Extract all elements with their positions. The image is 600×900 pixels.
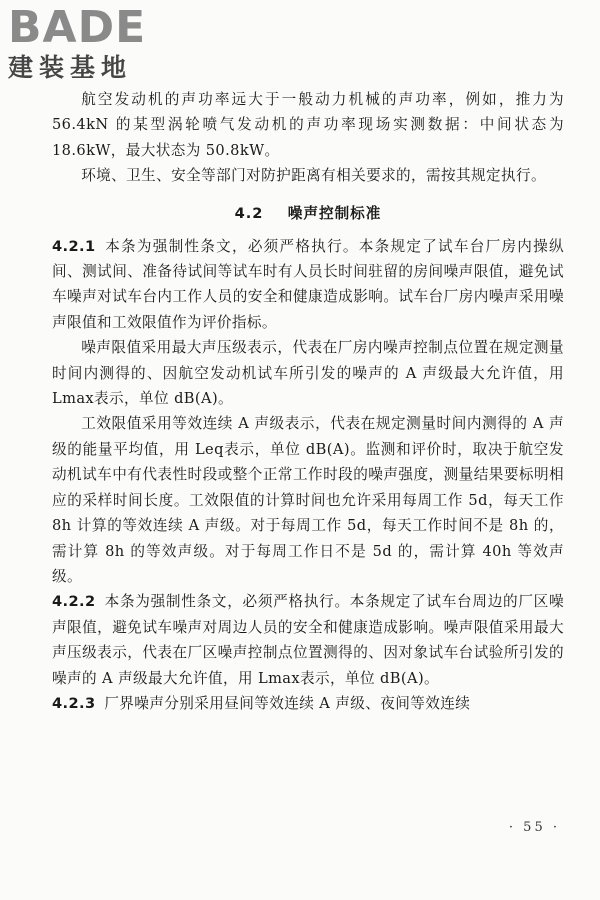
- clause-4-2-1: [52, 234, 564, 336]
- clause-number: 4.2.3: [52, 694, 96, 712]
- clause-4-2-3: [52, 691, 564, 716]
- document-body: [52, 87, 564, 716]
- paragraph-efficiency-limit: 工效限值采用等效连续 A 声级表示，代表在规定测量时间内测得的 A 声级的能量平均值，用 Leq表示，单位 dB(A)。监测和评价时，取决于航空发动机试车中有代表性时段或整个正常工作时段的噪声强度，测量结果要标明相应的采样时间长度。工效限值的计算时间也允许采用每周工作 5d，每天工作 8h 计算的等效连续 A 声级。对于每周工作 5d，每天工作时间不是 8h 的，需计算 8h 的等效声级。对于每周工作日不是 5d 的，需计算 40h 等效声级。: [52, 415, 564, 585]
- section-heading: [52, 201, 564, 226]
- clause-text: 厂界噪声分别采用昼间等效连续 A 声级、夜间等效连续: [104, 694, 471, 712]
- paragraph-noise-limit: 噪声限值采用最大声压级表示，代表在厂房内噪声控制点位置在规定测量时间内测得的、因航空发动机试车所引发的噪声的 A 声级最大允许值，用 Lmax表示，单位 dB(A)。: [52, 339, 564, 408]
- clause-4-2-2: [52, 589, 564, 691]
- paragraph-sound-power: 航空发动机的声功率远大于一般动力机械的声功率，例如，推力为 56.4kN 的某型涡轮喷气发动机的声功率现场实测数据：中间状态为 18.6kW，最大状态为 50.8kW。: [52, 91, 564, 159]
- clause-number: 4.2.1: [52, 237, 96, 255]
- logo: [8, 4, 183, 82]
- clause-text: 本条为强制性条文，必须严格执行。本条规定了试车台周边的厂区噪声限值，避免试车噪声对周边人员的安全和健康造成影响。噪声限值采用最大声压级表示，代表在厂区噪声控制点位置测得的、因对象试车台试验所引发的噪声的 A 声级最大允许值，用 Lmax表示，单位 dB(A)。: [52, 593, 564, 687]
- clause-number: 4.2.2: [52, 593, 96, 611]
- section-number: 4.2: [234, 204, 264, 222]
- section-title: 噪声控制标准: [287, 204, 382, 222]
- paragraph-protection-distance: 环境、卫生、安全等部门对防护距离有相关要求的，需按其规定执行。: [81, 167, 546, 185]
- clause-text: 本条为强制性条文，必须严格执行。本条规定了试车台厂房内操纵间、测试间、准备待试间等试车时有人员长时间驻留的房间噪声限值，避免试车噪声对试车台内工作人员的安全和健康造成影响。试车台厂房内噪声采用噪声限值和工效限值作为评价指标。: [52, 237, 564, 331]
- logo-subtitle: 建装基地: [8, 53, 133, 82]
- page-number: · 55 ·: [508, 820, 560, 835]
- logo-brand: BADE: [8, 2, 147, 53]
